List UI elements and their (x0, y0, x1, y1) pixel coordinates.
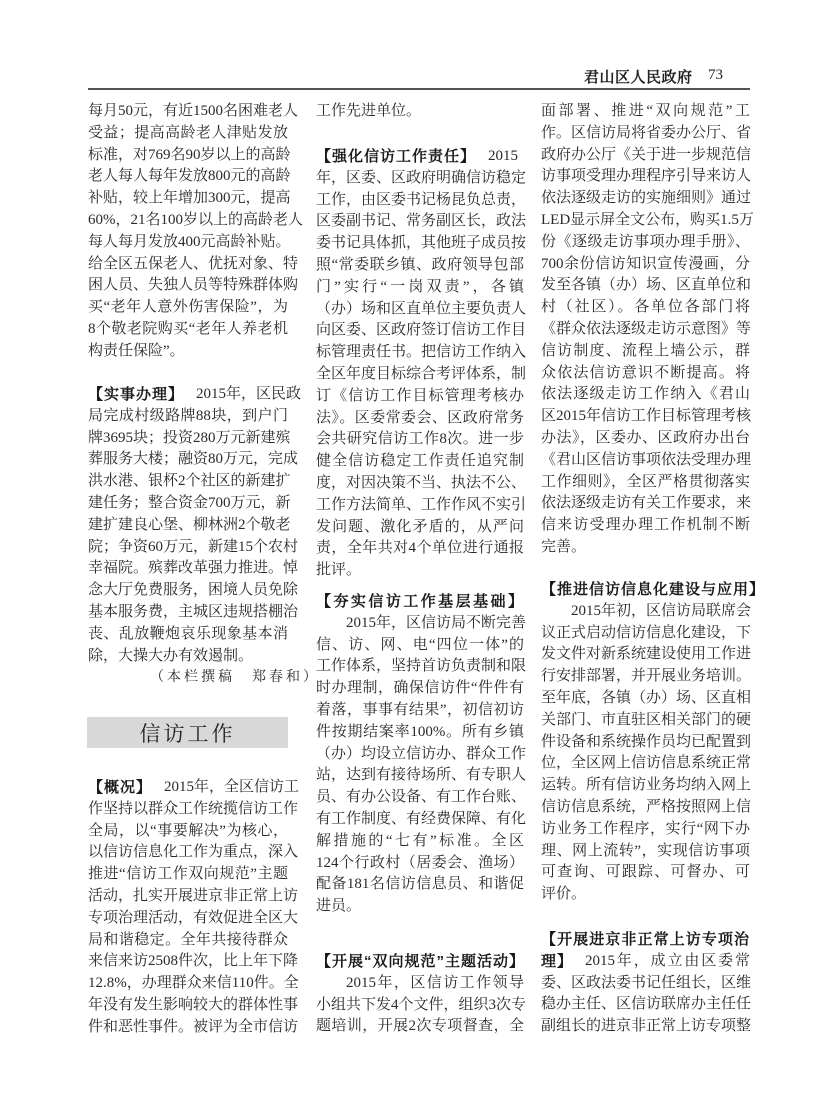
text-line: 困人员、失独人员等特殊群体购 (88, 277, 299, 294)
text-run: 2015年，区民政 (196, 386, 302, 402)
text-line: 面部署、推进“双向规范”工 (541, 103, 750, 119)
text-line: 2015年，区信访工作领导 (346, 974, 524, 991)
text-line: 理、网上流转”，实现信访事项 (541, 842, 750, 859)
section-heading: 【开展进京非正常上访专项治 (541, 931, 750, 948)
text-line: （办）均设立信访办、群众工作 (316, 745, 527, 762)
text-line: 区2015年信访工作目标管理考核 (541, 408, 752, 425)
text-line: 办法》，区委办、区政府办出台 (541, 429, 750, 446)
text-line: 作坚持以群众工作统揽信访工作 (88, 800, 299, 817)
section-title: 信访工作 (139, 721, 236, 746)
text-line: 给全区五保老人、优抚对象、特 (88, 255, 299, 272)
text-line: 124个行政村（居委会、渔场） (316, 854, 524, 871)
text-line: 2015年初，区信访局联席会 (571, 602, 752, 619)
attribution: （本栏撰稿 郑春和） (150, 670, 320, 685)
text-run: 2015年，全区信访工 (164, 779, 300, 795)
section-heading: 【概况】 (88, 779, 153, 796)
text-line: 访业务工作程序，实行“网下办 (541, 820, 750, 837)
text-line: 信访信息系统，严格按照网上信 (541, 798, 752, 815)
text-line: 件和恶性事件。被评为全市信访 (88, 1018, 299, 1035)
section-heading: 【强化信访工作责任】 (316, 148, 477, 165)
text-line: LED显示屏全文公布，购买1.5万 (541, 211, 754, 228)
text-line: 每月50元，有近1500名困难老人 (88, 103, 299, 119)
text-line: 信来访受理办理工作机制不断 (541, 517, 750, 534)
text-line: 幸福院。殡葬改革强力推进。悼 (88, 560, 299, 577)
text-line: 局完成村级路牌88块，到户门 (88, 407, 288, 424)
text-line: 行安排部署，并开展业务培训。 (541, 668, 752, 685)
text-line: 700余份信访知识宣传漫画，分 (541, 255, 750, 272)
text-line: 门”实行“一岗双责”，各镇 (316, 278, 524, 295)
text-line: 稳办主任、区信访联席办主任任 (541, 996, 752, 1013)
text-line: 委书记具体抓，其他班子成员按 (316, 235, 527, 252)
text-line: 推进“信访工作双向规范”主题 (88, 866, 288, 883)
text-line: 照“常委联乡镇、政府领导包部 (316, 256, 524, 273)
text-line: 委、区政法委书记任组长，区维 (541, 974, 752, 991)
text-line: 葬服务大楼；融资80万元，完成 (88, 451, 299, 468)
section-heading: 【开展“双向规范”主题活动】 (316, 953, 526, 970)
text-line: 位，全区网上信访信息系统正常 (541, 755, 752, 772)
section-heading: 【推进信访信息化建设与应用】 (541, 581, 766, 598)
text-line: 基本服务费，主城区违规搭棚治 (88, 603, 299, 620)
text-line: 洪水港、银杯2个社区的新建扩 (88, 473, 291, 490)
text-line: 8个敬老院购买“老年人养老机 (88, 320, 288, 337)
overview-paragraph (88, 777, 300, 1039)
running-header-title: 君山区人民政府 (584, 69, 693, 86)
page-number: 73 (708, 67, 723, 83)
dual-norm-continued-paragraph (541, 101, 754, 559)
text-line: 发至各镇（办）场、区直单位和 (541, 277, 752, 294)
text-line: 丧、乱放鞭炮哀乐现象基本消 (88, 625, 288, 642)
text-line: 念大厅免费服务，困境人员免除 (88, 582, 299, 599)
text-line: 受益；提高高龄老人津贴发放 (88, 124, 288, 141)
text-line: 可查询、可跟踪、可督办、可 (541, 864, 750, 881)
text-line: 依法逐级走访的实施细则》通过 (541, 190, 752, 207)
text-line: 健全信访稳定工作责任追究制 (316, 453, 524, 470)
text-line: 发文件对新系统建设使用工作进 (541, 646, 752, 663)
text-line: 村（社区）。各单位各部门将 (541, 299, 750, 316)
text-line: 专项治理活动，有效促进全区大 (88, 909, 299, 926)
text-line: （办）场和区直单位主要负责人 (316, 300, 527, 317)
section-heading: 理】 (541, 952, 574, 970)
dual-norm-paragraph (316, 951, 527, 1038)
grassroots-paragraph (316, 591, 527, 918)
text-line: 以信访信息化工作为重点，深入 (88, 844, 299, 861)
text-line: 老人每人每年发放800元的高龄 (88, 168, 291, 185)
section-heading: 【夯实信访工作基层基础】 (316, 593, 524, 610)
text-line: 度，对因决策不当、执法不公、 (316, 474, 527, 491)
header-rule (88, 88, 750, 90)
responsibility-paragraph (316, 146, 527, 582)
text-line: 向区委、区政府签订信访工作目 (316, 322, 527, 339)
text-line (541, 579, 766, 601)
text-line: 至年底，各镇（办）场、区直相 (541, 689, 752, 706)
text-line: 年，区委、区政府明确信访稳定 (316, 169, 527, 186)
text-line (88, 384, 302, 406)
text-line: 工作细则》，全区严格贯彻落实 (541, 473, 750, 490)
text-line: 份《逐级走访事项办理手册》、 (541, 233, 750, 250)
text-line: 题培训，开展2次专项督查，全 (316, 1018, 524, 1035)
text-line: 信、访、网、电“四位一体”的 (316, 636, 524, 653)
special-governance-paragraph (541, 929, 750, 1038)
text-line: 批评。 (316, 562, 362, 579)
text-line (316, 146, 524, 168)
text-line: 发问题、激化矛盾的，从严问 (316, 518, 524, 535)
text-line: 小组共下发4个文件，组织3次专 (316, 996, 527, 1013)
text-line: 工作，由区委书记杨昆负总责， (316, 191, 527, 208)
text-run: 2015年，成立由区委常 (585, 952, 750, 969)
text-line: 时办理制，确保信访件“件件有 (316, 680, 524, 697)
text-line: 12.8%，办理群众来信110件。全 (88, 975, 299, 992)
text-line: 完善。 (541, 538, 587, 555)
informatization-paragraph (541, 579, 766, 906)
text-line: 构责任保险”。 (88, 342, 185, 359)
text-line: 建任务；整合资金700万元，新 (88, 494, 291, 511)
text-line: 解措施的“七有”标准。全区 (316, 832, 524, 849)
text-line: 作。区信访局将省委办公厅、省 (541, 124, 752, 141)
text-line: 《君山区信访事项依法受理办理 (541, 451, 752, 468)
text-line: 标管理责任书。把信访工作纳入 (316, 344, 527, 361)
text-line: 件设备和系统操作员均已配置到 (541, 733, 752, 750)
text-line: 全区年度目标综合考评体系，制 (316, 365, 527, 382)
text-line: 订《信访工作目标管理考核办 (316, 387, 524, 404)
text-line: 关部门、市直驻区相关部门的硬 (541, 711, 752, 728)
text-line: 法》。区委常委会、区政府常务 (316, 409, 524, 426)
text-line: 议正式启动信访信息化建设，下 (541, 624, 752, 641)
elderly-subsidy-paragraph (88, 101, 303, 363)
text-line: 会共研究信访工作8次。进一步 (316, 431, 524, 448)
text-line: 标准，对769名90岁以上的高龄 (88, 146, 291, 163)
text-line: 区委副书记、常务副区长，政法 (316, 213, 527, 230)
practical-affairs-paragraph (88, 384, 302, 667)
text-line: 评价。 (541, 886, 587, 903)
text-line: 工作方法简单、工作作风不实引 (316, 496, 527, 513)
text-line: 进员。 (316, 898, 362, 915)
text-line: 副组长的进京非正常上访专项整 (541, 1018, 752, 1035)
text-line: 补贴，较上年增加300元，提高 (88, 190, 291, 207)
text-line: 局和谐稳定。全年共接待群众 (88, 931, 288, 948)
text-line (316, 591, 524, 613)
text-line: 工作先进单位。 (316, 103, 422, 119)
text-line: 2015年，区信访局不断完善 (346, 614, 527, 631)
text-line: 站，达到有接待场所、有专职人 (316, 767, 527, 784)
section-title-box (87, 717, 288, 748)
text-line: 60%，21名100岁以上的高龄老人 (88, 211, 303, 228)
text-line: 配备181名信访信息员、和谐促 (316, 876, 524, 893)
text-line: 除，大操大办有效遏制。 (88, 647, 254, 664)
text-line: 《群众依法逐级走访示意图》等 (541, 320, 752, 337)
text-line: 着落，事事有结果”，初信初访 (316, 701, 524, 718)
text-line: 活动，扎实开展进京非正常上访 (88, 887, 299, 904)
text-line: 每人每月发放400元高龄补贴。 (88, 233, 291, 250)
text-line: 有工作制度、有经费保障、有化 (316, 810, 527, 827)
text-line (541, 929, 750, 951)
text-run: 2015 (488, 148, 519, 164)
text-line: 牌3695块；投资280万元新建殡 (88, 429, 291, 446)
text-line: 全局，以“事要解决”为核心， (88, 822, 288, 839)
text-line: 访事项受理办理程序引导来访人 (541, 168, 752, 185)
text-line: 政府办公厅《关于进一步规范信 (541, 146, 752, 163)
text-line: 建扩建良心堡、柳林洲2个敬老 (88, 516, 291, 533)
text-line: 依法逐级走访工作纳入《君山 (541, 386, 750, 403)
text-line: 员、有办公设备、有工作台账、 (316, 789, 527, 806)
text-line: 来信来访2508件次，比上年下降 (88, 953, 299, 970)
text-line: 年没有发生影响较大的群体性事 (88, 996, 299, 1013)
section-heading: 【实事办理】 (88, 386, 185, 403)
text-line (316, 951, 524, 973)
text-line: 信访制度、流程上墙公示，群 (541, 342, 750, 359)
text-line: 责，全年共对4个单位进行通报 (316, 540, 524, 557)
text-line: 工作体系，坚持首访负责制和限 (316, 658, 527, 675)
text-line: 众依法信访意识不断提高。将 (541, 364, 750, 381)
text-line: 依法逐级走访有关工作要求，来 (541, 495, 752, 512)
text-line: 院；争资60万元，新建15个农村 (88, 538, 299, 555)
work-unit-paragraph (316, 101, 524, 123)
text-line (541, 951, 750, 973)
text-line: 件按期结案率100%。所有乡镇 (316, 723, 524, 740)
text-line (88, 777, 300, 799)
text-line: 运转。所有信访业务均纳入网上 (541, 777, 752, 794)
text-line: 买“老年人意外伤害保险”，为 (88, 299, 288, 316)
